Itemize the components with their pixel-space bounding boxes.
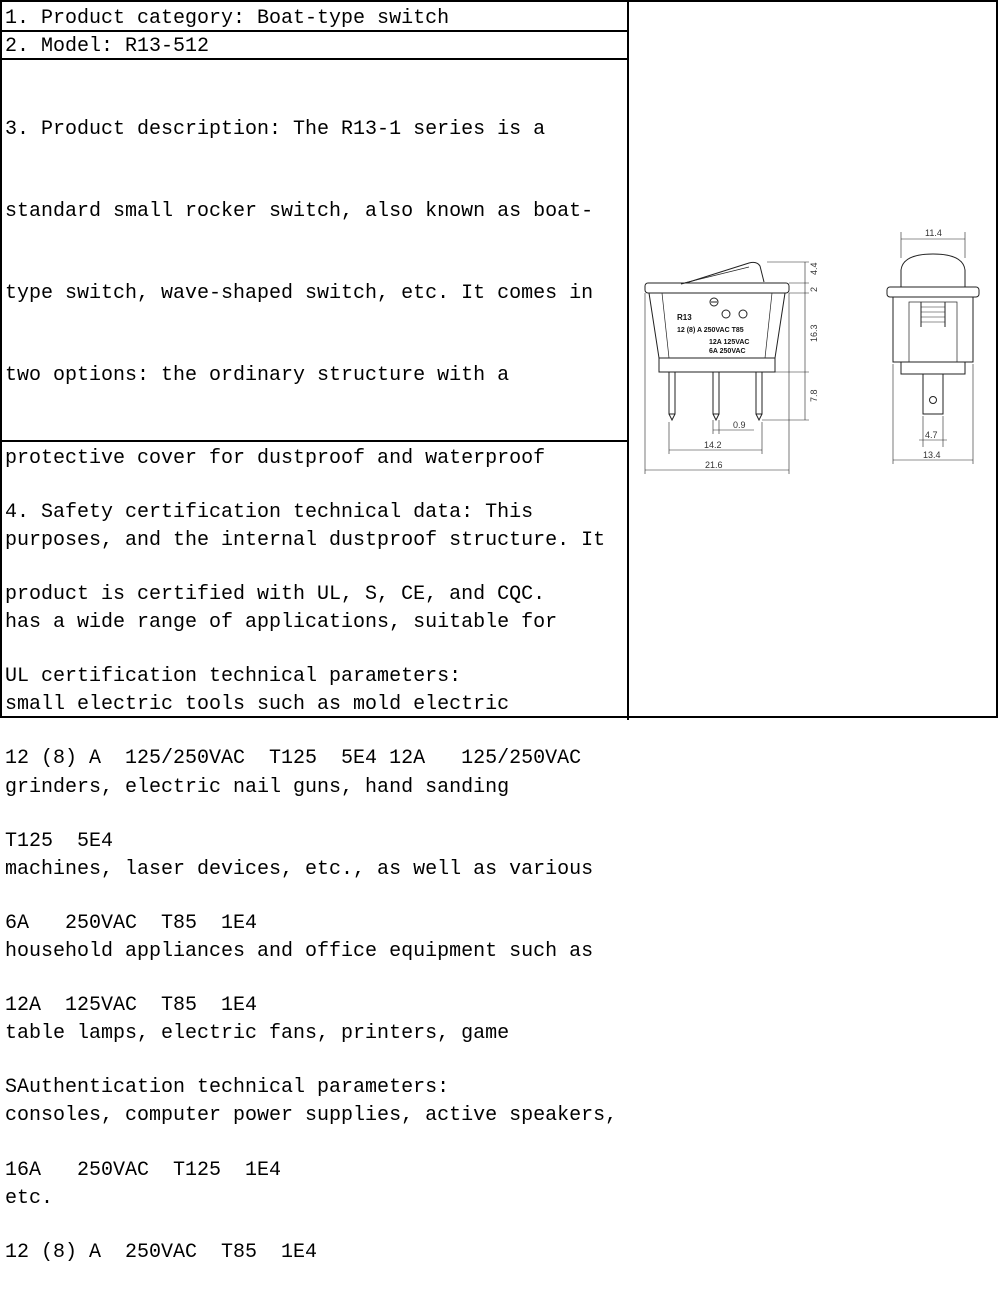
certification-line: 12 (8) A 125/250VAC T125 5E4 12A 125/250VAC (5, 747, 582, 771)
description-line: small electric tools such as mold electric (5, 693, 510, 717)
dim-4-7: 4.7 (925, 430, 938, 440)
front-base (659, 358, 775, 372)
certification-line: 12 (8) A 250VAC T85 1E4 (5, 1240, 318, 1264)
description-line: has a wide range of applications, suitable for (5, 611, 558, 635)
certification-line: 12A 125VAC T85 1E4 (5, 994, 258, 1018)
side-flange (887, 287, 979, 297)
safety-certification (5, 444, 625, 1294)
dim-13-4: 13.4 (923, 450, 941, 460)
description-line: 3. Product description: The R13-1 series is a (5, 117, 546, 141)
certification-line: SAuthentication technical parameters: (5, 1076, 450, 1100)
side-base (901, 362, 965, 374)
dim-0-9: 0.9 (733, 420, 746, 430)
marking-model: R13 (677, 313, 692, 322)
certification-line: 4. Safety certification technical data: This (5, 500, 534, 524)
terminal-right (756, 372, 762, 414)
certification-line: UL certification technical parameters: (5, 665, 462, 689)
certification-line: 16A 250VAC T125 1E4 (5, 1158, 282, 1182)
description-line: two options: the ordinary structure with a (5, 364, 510, 388)
product-category: 1. Product category: Boat-type switch (5, 7, 450, 30)
dim-7-8: 7.8 (809, 389, 819, 402)
side-dome (901, 254, 965, 287)
description-line: protective cover for dustproof and waterproof (5, 446, 546, 470)
description-line: consoles, computer power supplies, active speakers, (5, 1104, 618, 1128)
description-line: purposes, and the internal dustproof structure. It (5, 528, 606, 552)
certification-line: T125 5E4 (5, 829, 114, 853)
description-line: etc. (5, 1186, 54, 1210)
dim-21-6: 21.6 (705, 460, 723, 470)
marking-rating-2: 12A 125VAC (709, 339, 750, 346)
front-flange (645, 283, 789, 293)
switch-drawing-svg (629, 2, 998, 718)
certification-line: 6A 250VAC T85 1E4 (5, 911, 258, 935)
description-line: machines, laser devices, etc., as well as various (5, 857, 594, 881)
dim-14-2: 14.2 (704, 440, 722, 450)
terminal-middle (713, 372, 719, 414)
terminal-left (669, 372, 675, 414)
description-line: type switch, wave-shaped switch, etc. It comes in (5, 282, 594, 306)
product-model: 2. Model: R13-512 (5, 35, 210, 58)
dimension-drawing (629, 2, 998, 718)
dim-2: 2 (809, 286, 819, 292)
marking-rating-1: 12 (8) A 250VAC T85 (677, 327, 744, 334)
description-line: standard small rocker switch, also known as boat- (5, 200, 594, 224)
side-terminal (923, 374, 943, 414)
description-line: grinders, electric nail guns, hand sanding (5, 775, 510, 799)
dim-11-4: 11.4 (925, 228, 942, 238)
marking-rating-3: 6A 250VAC (709, 348, 746, 355)
description-line: household appliances and office equipment such as (5, 940, 594, 963)
dim-4-4: 4.4 (809, 262, 819, 275)
certification-line: product is certified with UL, S, CE, and CQC. (5, 583, 546, 607)
description-line: table lamps, electric fans, printers, game (5, 1022, 510, 1046)
dim-16-3: 16.3 (809, 324, 819, 342)
